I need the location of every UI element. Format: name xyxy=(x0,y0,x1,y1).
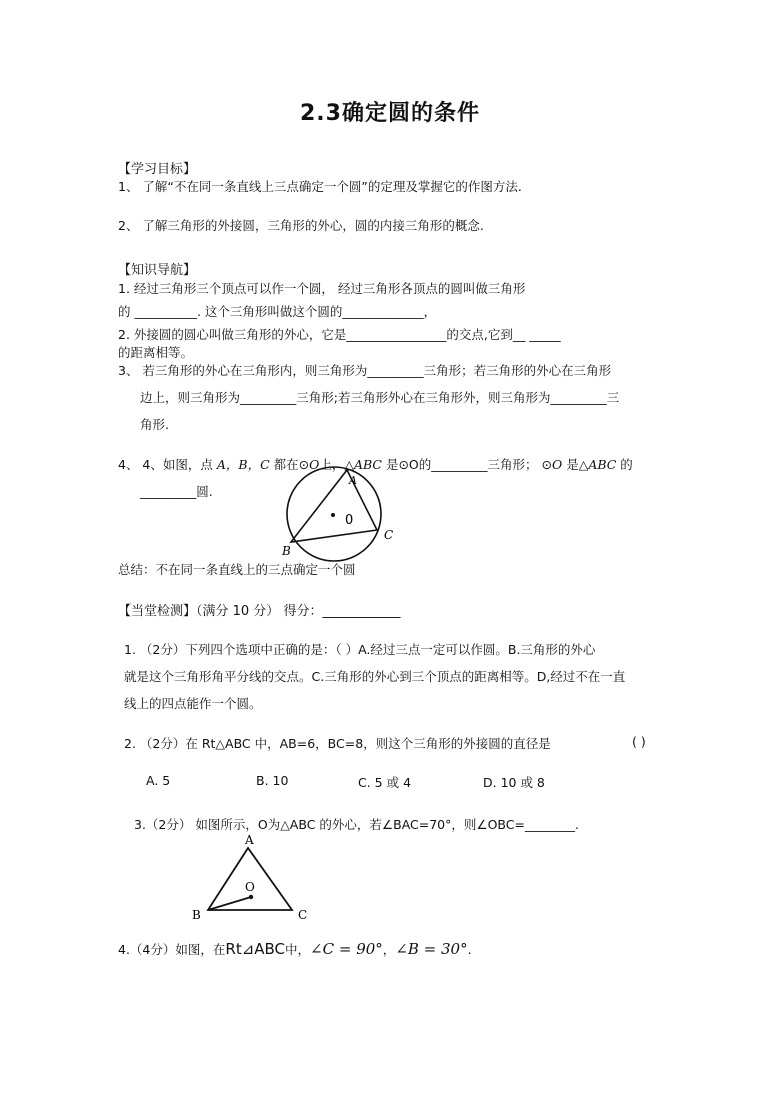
triangle-figure xyxy=(188,832,318,924)
test-header: 【当堂检测】（满分 10 分） 得分：____________ xyxy=(118,604,401,619)
q4-is: 是△ xyxy=(562,457,589,472)
triangle-abc-shape xyxy=(208,848,292,910)
page-title: 2.3确定圆的条件 xyxy=(300,101,480,126)
q4-sep: ， xyxy=(382,942,396,957)
fig-label-b: B xyxy=(282,544,291,558)
q4-rest: 是⊙O的_________三角形； ⊙ xyxy=(381,457,552,472)
points-abc: A，B，C xyxy=(216,457,270,472)
q2-option-b: B. 10 xyxy=(256,773,289,788)
q4-on: 上，△ xyxy=(319,457,354,472)
q1-line-b: 就是这个三角形角平分线的交点。C.三角形的外心到三个顶点的距离相等。D,经过不在一直 xyxy=(124,669,626,684)
q2-option-a: A. 5 xyxy=(146,773,171,788)
q4-prefix: 4、 4、如图，点 xyxy=(118,457,217,472)
fig3-label-c: C xyxy=(298,908,308,922)
q4-mid-text: 中， xyxy=(285,942,311,957)
q4-end: 的 xyxy=(616,457,633,472)
point-o-dot xyxy=(249,895,253,899)
q2-option-c: C. 5 或 4 xyxy=(358,775,412,790)
nav-line-1a: 1. 经过三角形三个顶点可以作一个圆， 经过三角形各顶点的圆叫做三角形 xyxy=(118,281,526,296)
circle-o: O xyxy=(309,457,320,472)
nav-line-3a: 3、 若三角形的外心在三角形内，则三角形为_________三角形；若三角形的外心在三角形 xyxy=(118,363,612,378)
q4-prefix-text: 4.（4分）如图，在 xyxy=(118,942,226,957)
nav-header: 【知识导航】 xyxy=(118,263,197,278)
goal-item-2: 2、 了解三角形的外接圆，三角形的外心，圆的内接三角形的概念. xyxy=(118,218,484,233)
triangle-abc: ABC xyxy=(353,457,382,472)
triangle-shape xyxy=(291,470,377,542)
goal-item-1: 1、 了解“不在同一条直线上三点确定一个圆”的定理及掌握它的作图方法. xyxy=(118,179,522,194)
fig-label-o: 0 xyxy=(345,513,354,528)
nav-line-2b: 的距离相等。 xyxy=(118,345,194,360)
q1-line-c: 线上的四点能作一个圆。 xyxy=(124,696,262,711)
q1-line-a: 1. （2分）下列四个选项中正确的是：（ ）A.经过三点一定可以作圆。B.三角形的外心 xyxy=(124,642,596,657)
fig3-label-b: B xyxy=(192,908,201,922)
q3-line: 3.（2分） 如图所示，O为△ABC 的外心，若∠BAC=70°，则∠OBC=________. xyxy=(134,817,579,832)
fig-label-c: C xyxy=(384,528,394,542)
nav-line-3b: 边上，则三角形为_________三角形;若三角形外心在三角形外，则三角形为_________三 xyxy=(140,390,620,405)
q2-answer-paren: ( ) xyxy=(632,734,646,749)
q2-option-d: D. 10 或 8 xyxy=(483,775,545,790)
fig3-label-a: A xyxy=(245,833,254,847)
q4-mid: 都在⊙ xyxy=(269,457,310,472)
nav-line-3c: 角形. xyxy=(140,417,169,432)
center-dot xyxy=(331,513,335,517)
summary-line: 总结：不在同一条直线上的三点确定一个圆 xyxy=(118,562,356,577)
q4-rt-triangle: Rt⊿ABC xyxy=(225,940,286,958)
q4-end-text: . xyxy=(467,942,472,957)
goals-header: 【学习目标】 xyxy=(118,162,197,177)
nav-line-2a: 2. 外接圆的圆心叫做三角形的外心，它是________________的交点,它到__ _____ xyxy=(118,327,561,342)
q4-angle-c: ∠C = 90° xyxy=(310,940,383,958)
circle-o-2: O xyxy=(551,457,563,472)
q4-line xyxy=(118,940,472,958)
fig-label-a: A xyxy=(349,474,357,487)
fig3-label-o: O xyxy=(245,880,255,894)
circumcircle-figure xyxy=(276,462,406,562)
triangle-abc-2: ABC xyxy=(588,457,617,472)
nav-line-1b: 的 __________. 这个三角形叫做这个圆的_____________， xyxy=(118,304,437,319)
q4-angle-b: ∠B = 30° xyxy=(395,940,468,958)
nav-line-4b: _________圆. xyxy=(140,484,213,499)
q2-line: 2. （2分）在 Rt△ABC 中，AB=6，BC=8，则这个三角形的外接圆的直径是 xyxy=(124,736,551,751)
